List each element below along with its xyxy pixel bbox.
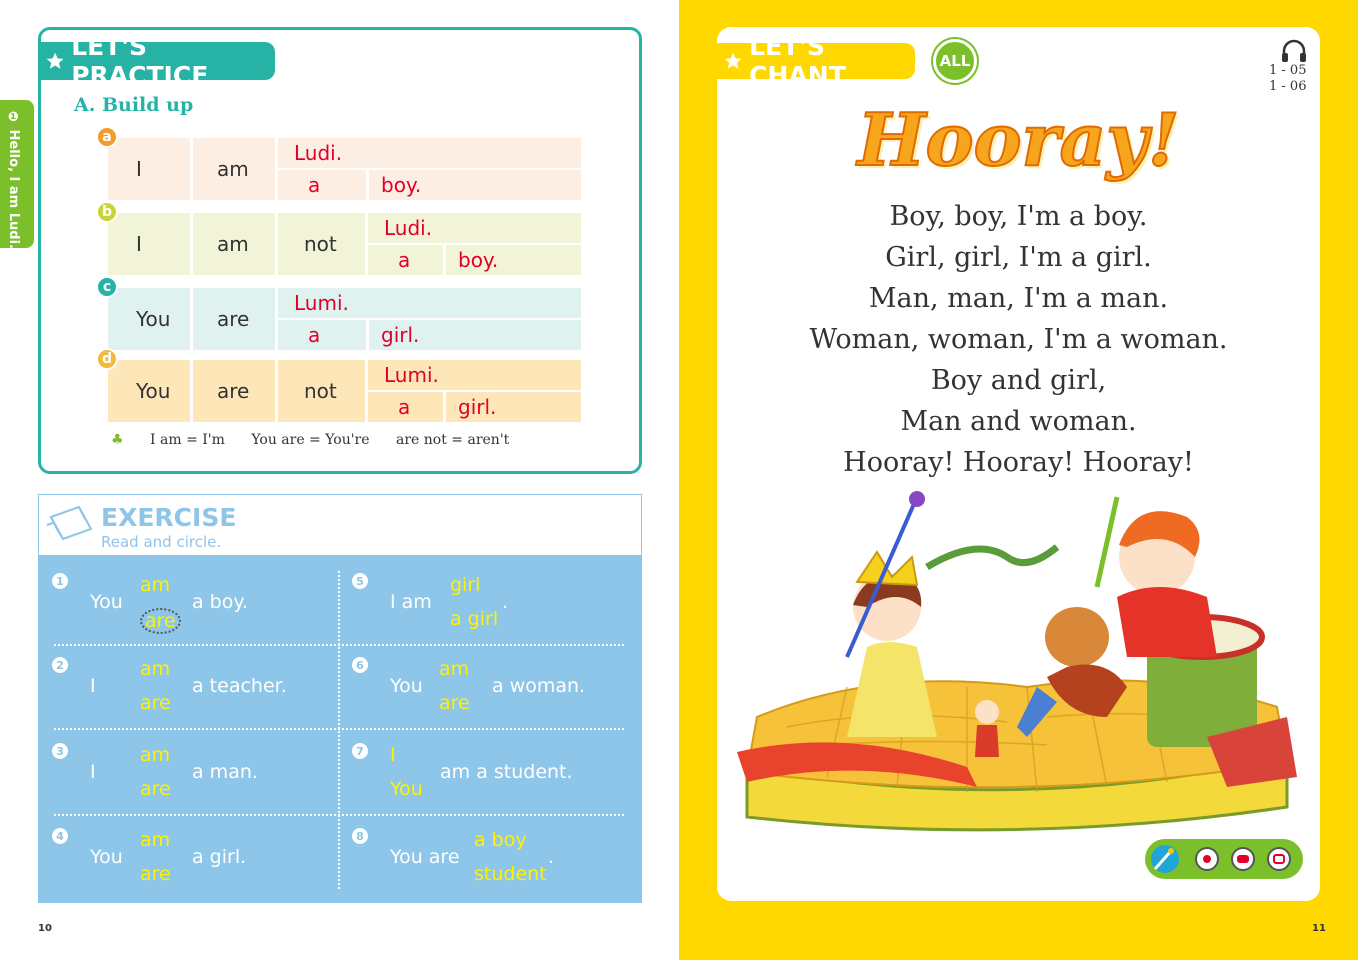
all-badge: ALL xyxy=(933,39,977,83)
lyric-line: Hooray! Hooray! Hooray! xyxy=(843,447,1194,478)
build-up-row xyxy=(102,279,581,350)
sentence-start: I xyxy=(90,761,96,783)
sentence-end: . xyxy=(502,591,509,613)
subject-cell: You xyxy=(108,360,190,422)
exercise-item xyxy=(346,822,626,902)
build-up-heading: A. Build up xyxy=(74,94,194,116)
article-cell: a xyxy=(278,320,366,350)
lyric-line: Woman, woman, I'm a woman. xyxy=(809,324,1228,355)
article-cell: a xyxy=(278,170,366,200)
exercise-item xyxy=(46,822,326,902)
exercise-header xyxy=(38,494,642,556)
page-number-right: 11 xyxy=(1312,923,1326,934)
choice-option[interactable]: You xyxy=(390,778,423,800)
chant-card xyxy=(717,27,1320,901)
item-number: 4 xyxy=(52,828,68,844)
star-icon xyxy=(723,50,743,72)
sentence-start: You xyxy=(90,591,123,613)
sentence-end: . xyxy=(548,846,555,868)
verb-cell: are xyxy=(193,288,275,350)
sentence-start: I am xyxy=(390,591,432,613)
clover-icon: ♣ xyxy=(111,432,124,448)
choice-option[interactable]: a girl xyxy=(450,608,499,630)
pen-touch-icon[interactable] xyxy=(1149,843,1181,875)
chant-title xyxy=(717,32,915,90)
practice-box xyxy=(38,27,642,474)
lyric-line: Boy, boy, I'm a boy. xyxy=(889,201,1148,232)
item-number: 7 xyxy=(352,743,368,759)
chant-title-text: LET'S CHANT xyxy=(749,32,846,90)
article-cell: a xyxy=(368,245,443,275)
name-cell: Ludi. xyxy=(368,213,581,243)
lyric-line: Man and woman. xyxy=(900,406,1137,437)
exercise-item xyxy=(46,651,326,731)
star-icon xyxy=(45,50,65,72)
headphone-icon[interactable] xyxy=(1280,39,1308,63)
choice-option[interactable]: am xyxy=(140,658,171,680)
choice-option[interactable]: are xyxy=(140,608,181,634)
not-cell: not xyxy=(278,360,365,422)
exercise-item xyxy=(46,567,326,647)
article-cell: a xyxy=(368,392,443,422)
item-number: 8 xyxy=(352,828,368,844)
noun-cell: girl. xyxy=(446,392,581,422)
choice-option[interactable]: are xyxy=(140,863,171,885)
sentence-start: You xyxy=(90,846,123,868)
practice-title-text: LET'S PRACTICE xyxy=(71,32,209,90)
exercise-item xyxy=(46,737,326,817)
noun-cell: girl. xyxy=(369,320,581,350)
note-you-are: You are = You're xyxy=(251,432,370,448)
exercise-item xyxy=(346,651,626,731)
name-cell: Lumi. xyxy=(368,360,581,390)
choice-option[interactable]: a boy xyxy=(474,829,527,851)
verb-cell: am xyxy=(193,213,275,275)
note-are-not: are not = aren't xyxy=(396,432,510,448)
row-letter-badge: c xyxy=(96,276,118,298)
sentence-end: a boy. xyxy=(192,591,248,613)
sentence-end: a woman. xyxy=(492,675,586,697)
row-letter-badge: a xyxy=(96,126,118,148)
choice-option[interactable]: I xyxy=(390,744,396,766)
name-cell: Ludi. xyxy=(278,138,581,168)
build-up-row xyxy=(102,129,581,200)
exercise-body xyxy=(38,555,642,903)
sentence-end: a girl. xyxy=(192,846,247,868)
choice-option[interactable]: are xyxy=(140,692,171,714)
noun-cell: boy. xyxy=(369,170,581,200)
item-number: 1 xyxy=(52,573,68,589)
choice-option[interactable]: am xyxy=(439,658,470,680)
chapter-tab-label: ❶ Hello, I am Ludi. xyxy=(6,110,21,249)
not-cell: not xyxy=(278,213,365,275)
subject-cell: I xyxy=(108,138,190,200)
choice-option[interactable]: are xyxy=(140,778,171,800)
noun-cell: boy. xyxy=(446,245,581,275)
track-number-2: 1 - 06 xyxy=(1269,79,1307,94)
contraction-note xyxy=(111,432,531,448)
item-number: 2 xyxy=(52,657,68,673)
choice-option[interactable]: student xyxy=(474,863,547,885)
sentence-end: a man. xyxy=(192,761,258,783)
sentence-start: You are xyxy=(390,846,460,868)
exercise-subtitle: Read and circle. xyxy=(101,533,222,551)
media-controls xyxy=(1145,839,1303,879)
compare-button[interactable] xyxy=(1267,847,1291,871)
sentence-end: am a student. xyxy=(440,761,573,783)
build-up-row xyxy=(101,351,581,422)
verb-cell: am xyxy=(193,138,275,200)
song-title: Hooray! xyxy=(857,97,1180,182)
practice-title xyxy=(39,32,275,90)
right-page xyxy=(679,0,1358,960)
name-cell: Lumi. xyxy=(278,288,581,318)
chapter-tab[interactable] xyxy=(0,100,34,248)
column-divider xyxy=(338,571,340,889)
choice-option[interactable]: am xyxy=(140,574,171,596)
row-letter-badge: d xyxy=(96,348,118,370)
lyric-line: Man, man, I'm a man. xyxy=(868,283,1169,314)
track-number-1: 1 - 05 xyxy=(1269,63,1307,78)
choice-option[interactable]: am xyxy=(140,829,171,851)
choice-option[interactable]: girl xyxy=(450,574,481,596)
lyric-line: Boy and girl, xyxy=(930,365,1107,396)
subject-cell: I xyxy=(108,213,190,275)
choice-option[interactable]: am xyxy=(140,744,171,766)
sentence-start: I xyxy=(90,675,96,697)
build-up-row xyxy=(101,204,581,275)
exercise-item xyxy=(346,567,626,647)
record-play-button[interactable] xyxy=(1231,847,1255,871)
children-parade-illustration xyxy=(727,487,1307,837)
sentence-end: a teacher. xyxy=(192,675,287,697)
lyrics xyxy=(717,199,1320,486)
pencil-icon xyxy=(45,503,97,545)
subject-cell: You xyxy=(108,288,190,350)
item-number: 6 xyxy=(352,657,368,673)
verb-cell: are xyxy=(193,360,275,422)
item-number: 3 xyxy=(52,743,68,759)
exercise-title: EXERCISE xyxy=(101,503,237,532)
row-letter-badge: b xyxy=(96,201,118,223)
page-number-left: 10 xyxy=(38,923,52,934)
choice-option[interactable]: are xyxy=(439,692,470,714)
sentence-start: You xyxy=(390,675,423,697)
record-button[interactable] xyxy=(1195,847,1219,871)
lyric-line: Girl, girl, I'm a girl. xyxy=(885,242,1152,273)
item-number: 5 xyxy=(352,573,368,589)
exercise-item xyxy=(346,737,626,817)
note-i-am: I am = I'm xyxy=(150,432,225,448)
